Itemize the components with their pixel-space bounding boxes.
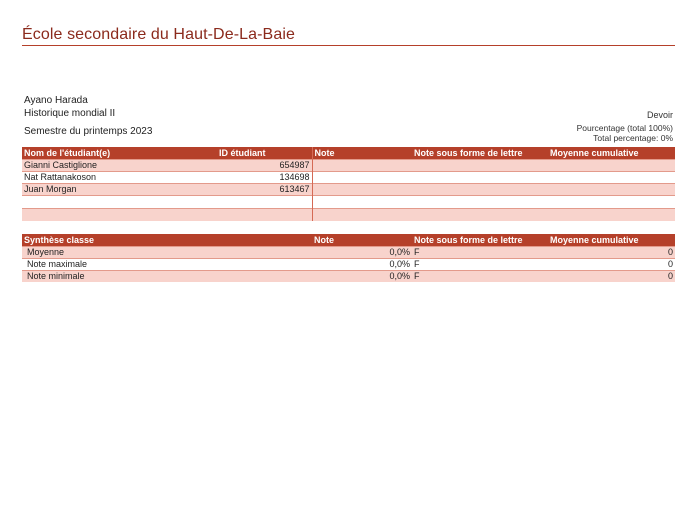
table-row — [22, 247, 675, 259]
cumulative-cell[interactable] — [548, 184, 675, 196]
student-id-cell[interactable]: 134698 — [217, 172, 312, 184]
teacher-name: Ayano Harada — [24, 95, 88, 106]
students-header-row — [22, 147, 675, 160]
summary-letter-cell[interactable]: F — [412, 259, 548, 271]
table-row — [22, 209, 675, 222]
student-id-cell[interactable] — [217, 196, 312, 209]
total-percentage: Total percentage: 0% — [593, 133, 673, 143]
summary-label-cell[interactable]: Moyenne — [22, 247, 312, 259]
summary-label-cell[interactable]: Note maximale — [22, 259, 312, 271]
semester: Semestre du printemps 2023 — [24, 126, 153, 137]
table-row — [22, 172, 675, 184]
student-name-cell[interactable]: Nat Rattanakoson — [22, 172, 217, 184]
note-cell[interactable] — [312, 196, 412, 209]
letter-cell[interactable] — [412, 160, 548, 172]
summary-letter-cell[interactable]: F — [412, 271, 548, 283]
note-cell[interactable] — [312, 209, 412, 222]
summary-cumulative-cell[interactable]: 0 — [548, 247, 675, 259]
title-rule — [22, 45, 675, 46]
assignment-label: Devoir — [646, 110, 673, 120]
course-name: Historique mondial II — [24, 108, 116, 119]
letter-cell[interactable] — [412, 209, 548, 222]
table-row — [22, 196, 675, 209]
student-name-cell[interactable] — [22, 196, 217, 209]
letter-cell[interactable] — [412, 172, 548, 184]
header-summary-note[interactable]: Note — [312, 234, 412, 247]
note-cell[interactable] — [312, 160, 412, 172]
summary-percent-cell[interactable]: 0,0% — [312, 259, 412, 271]
student-id-cell[interactable] — [217, 209, 312, 222]
school-title: École secondaire du Haut-De-La-Baie — [22, 26, 295, 43]
header-letter-grade[interactable]: Note sous forme de lettre — [412, 147, 548, 160]
table-row — [22, 259, 675, 271]
letter-cell[interactable] — [412, 184, 548, 196]
summary-table — [22, 234, 675, 282]
header-student-name[interactable]: Nom de l'étudiant(e) — [22, 147, 217, 160]
cumulative-cell[interactable] — [548, 196, 675, 209]
note-cell[interactable] — [312, 184, 412, 196]
header-cumulative[interactable]: Moyenne cumulative — [548, 147, 675, 160]
student-id-cell[interactable]: 613467 — [217, 184, 312, 196]
summary-header-row — [22, 234, 675, 247]
cumulative-cell[interactable] — [548, 172, 675, 184]
header-note[interactable]: Note — [312, 147, 412, 160]
cumulative-cell[interactable] — [548, 209, 675, 222]
header-summary-letter[interactable]: Note sous forme de lettre — [412, 234, 548, 247]
student-name-cell[interactable]: Juan Morgan — [22, 184, 217, 196]
header-class-summary[interactable]: Synthèse classe — [22, 234, 312, 247]
student-name-cell[interactable] — [22, 209, 217, 222]
table-row — [22, 160, 675, 172]
summary-label-cell[interactable]: Note minimale — [22, 271, 312, 283]
header-summary-cumulative[interactable]: Moyenne cumulative — [548, 234, 675, 247]
summary-letter-cell[interactable]: F — [412, 247, 548, 259]
letter-cell[interactable] — [412, 196, 548, 209]
cumulative-cell[interactable] — [548, 160, 675, 172]
table-row — [22, 271, 675, 283]
summary-percent-cell[interactable]: 0,0% — [312, 247, 412, 259]
header-student-id[interactable]: ID étudiant — [217, 147, 312, 160]
table-row — [22, 184, 675, 196]
percentage-label: Pourcentage (total 100%) — [576, 123, 673, 133]
student-name-cell[interactable]: Gianni Castiglione — [22, 160, 217, 172]
students-table — [22, 147, 675, 221]
student-id-cell[interactable]: 654987 — [217, 160, 312, 172]
note-cell[interactable] — [312, 172, 412, 184]
summary-cumulative-cell[interactable]: 0 — [548, 271, 675, 283]
summary-cumulative-cell[interactable]: 0 — [548, 259, 675, 271]
summary-percent-cell[interactable]: 0,0% — [312, 271, 412, 283]
